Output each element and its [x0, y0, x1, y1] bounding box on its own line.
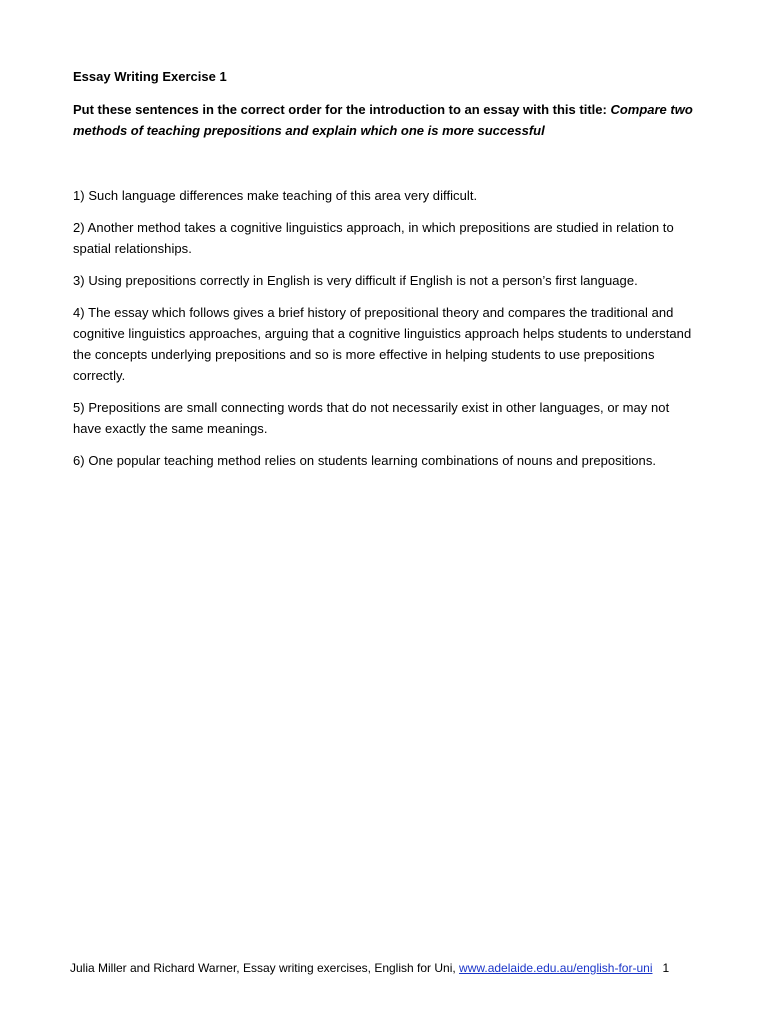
exercise-title: Essay Writing Exercise 1: [73, 69, 227, 84]
sentence-1: 1) Such language differences make teaching of this area very difficult.: [73, 188, 478, 203]
sentence-2: 2) Another method takes a cognitive linguistics approach, in which prepositions are studied in relation to spatial relationships.: [73, 220, 674, 256]
document-body: [73, 66, 698, 482]
instruction-text: Put these sentences in the correct order for the introduction to an essay with this title:: [73, 102, 611, 117]
footer-credit: Julia Miller and Richard Warner, Essay writing exercises, English for Uni,: [70, 961, 460, 975]
exercise-instruction: [73, 99, 698, 141]
footer-link[interactable]: www.adelaide.edu.au/english-for-uni: [459, 961, 653, 975]
sentence-3: 3) Using prepositions correctly in English is very difficult if English is not a person’s first language.: [73, 273, 638, 288]
sentence-4: 4) The essay which follows gives a brief history of prepositional theory and compares the traditional and cognitive linguistics approaches, arguing that a cognitive linguistics approach helps students to understand the concepts underlying prepositions and so is more effective in helping students to use prepositions correctly.: [73, 305, 692, 383]
page-number: 1: [662, 961, 670, 975]
sentence-5: 5) Prepositions are small connecting words that do not necessarily exist in other languages, or may not have exactly the same meanings.: [73, 400, 670, 436]
essay-title: Compare two methods of teaching prepositions and explain which one is more successful: [73, 102, 693, 138]
page-footer: [70, 959, 730, 977]
sentence-6: 6) One popular teaching method relies on students learning combinations of nouns and prepositions.: [73, 453, 657, 468]
